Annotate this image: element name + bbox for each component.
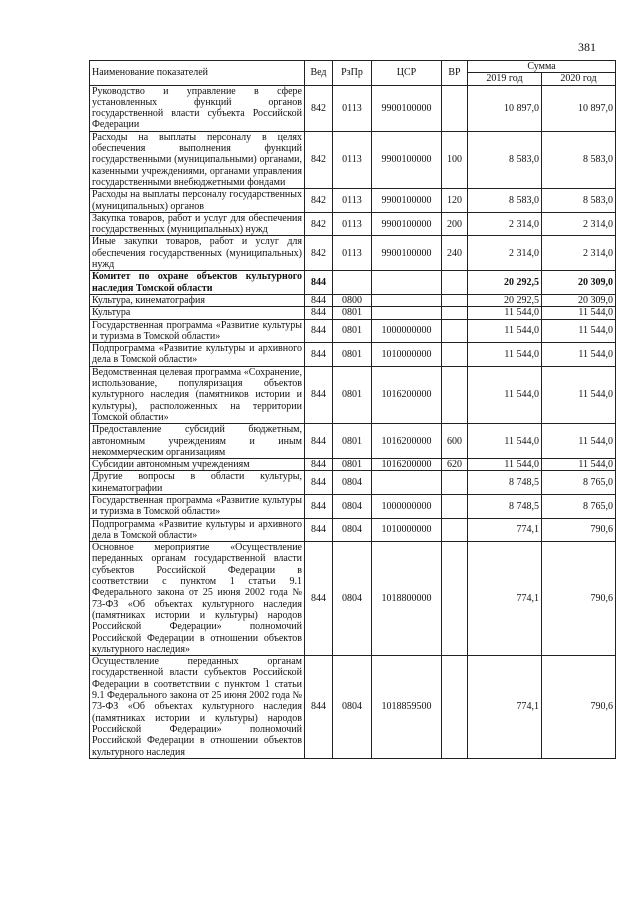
page-number: 381 — [578, 40, 596, 54]
cell-name: Другие вопросы в области культуры, кинематографии — [90, 471, 305, 495]
header-ved: Вед — [305, 61, 333, 86]
cell-ved: 844 — [305, 656, 333, 759]
cell-vr — [442, 294, 468, 306]
cell-y2020: 11 544,0 — [542, 343, 616, 367]
cell-vr — [442, 319, 468, 343]
cell-name: Руководство и управление в сфере установленных функций органов государственной власти субъекта Российской Федерации — [90, 85, 305, 131]
cell-y2020: 11 544,0 — [542, 319, 616, 343]
cell-rzpr: 0113 — [333, 212, 372, 236]
cell-y2020: 11 544,0 — [542, 366, 616, 423]
cell-ved: 844 — [305, 319, 333, 343]
header-csr: ЦСР — [372, 61, 442, 86]
cell-y2020: 11 544,0 — [542, 307, 616, 319]
cell-ved: 844 — [305, 343, 333, 367]
table-row — [90, 494, 616, 518]
cell-rzpr: 0113 — [333, 131, 372, 188]
cell-ved: 842 — [305, 131, 333, 188]
cell-rzpr: 0804 — [333, 494, 372, 518]
cell-name: Закупка товаров, работ и услуг для обеспечения государственных (муниципальных) нужд — [90, 212, 305, 236]
table-row — [90, 343, 616, 367]
cell-vr — [442, 656, 468, 759]
budget-table — [89, 60, 616, 759]
cell-vr — [442, 85, 468, 131]
cell-rzpr — [333, 271, 372, 295]
cell-csr: 1016200000 — [372, 424, 442, 459]
cell-rzpr: 0804 — [333, 471, 372, 495]
cell-csr: 9900100000 — [372, 212, 442, 236]
cell-y2020: 11 544,0 — [542, 424, 616, 459]
cell-name: Комитет по охране объектов культурного наследия Томской области — [90, 271, 305, 295]
table-row — [90, 307, 616, 319]
header-rzpr: РзПр — [333, 61, 372, 86]
cell-rzpr: 0113 — [333, 189, 372, 213]
cell-y2020: 790,6 — [542, 542, 616, 656]
cell-csr: 9900100000 — [372, 131, 442, 188]
cell-y2020: 2 314,0 — [542, 212, 616, 236]
cell-y2020: 790,6 — [542, 518, 616, 542]
table-row — [90, 131, 616, 188]
cell-y2020: 2 314,0 — [542, 236, 616, 271]
table-row — [90, 189, 616, 213]
cell-ved: 844 — [305, 424, 333, 459]
table-row — [90, 366, 616, 423]
cell-vr: 240 — [442, 236, 468, 271]
cell-csr: 9900100000 — [372, 85, 442, 131]
cell-y2020: 790,6 — [542, 656, 616, 759]
cell-name: Расходы на выплаты персоналу государственных (муниципальных) органов — [90, 189, 305, 213]
header-name: Наименование показателей — [90, 61, 305, 86]
cell-name: Предоставление субсидий бюджетным, автономным учреждениям и иным некоммерческим организациям — [90, 424, 305, 459]
table-row — [90, 656, 616, 759]
cell-vr: 200 — [442, 212, 468, 236]
cell-csr: 1016200000 — [372, 459, 442, 471]
cell-y2019: 11 544,0 — [468, 366, 542, 423]
cell-name: Государственная программа «Развитие культуры и туризма в Томской области» — [90, 494, 305, 518]
cell-vr — [442, 471, 468, 495]
header-2019: 2019 год — [468, 73, 542, 85]
cell-y2019: 11 544,0 — [468, 459, 542, 471]
cell-y2020: 20 309,0 — [542, 271, 616, 295]
cell-rzpr: 0113 — [333, 85, 372, 131]
cell-csr: 1010000000 — [372, 518, 442, 542]
cell-vr — [442, 343, 468, 367]
cell-rzpr: 0801 — [333, 459, 372, 471]
cell-vr — [442, 494, 468, 518]
cell-vr: 100 — [442, 131, 468, 188]
cell-ved: 842 — [305, 236, 333, 271]
cell-csr: 1000000000 — [372, 319, 442, 343]
cell-csr: 1000000000 — [372, 494, 442, 518]
cell-y2019: 2 314,0 — [468, 236, 542, 271]
cell-y2019: 11 544,0 — [468, 343, 542, 367]
header-vr: ВР — [442, 61, 468, 86]
cell-csr: 9900100000 — [372, 236, 442, 271]
cell-rzpr: 0800 — [333, 294, 372, 306]
cell-y2020: 8 583,0 — [542, 131, 616, 188]
cell-ved: 842 — [305, 189, 333, 213]
header-sum: Сумма — [468, 61, 616, 73]
cell-y2019: 2 314,0 — [468, 212, 542, 236]
cell-name: Расходы на выплаты персоналу в целях обеспечения выполнения функций государственными (муниципальными) органами, казенными учреждениями, органами управления государственными внебюджетными фондами — [90, 131, 305, 188]
cell-y2019: 8 583,0 — [468, 131, 542, 188]
table-row — [90, 542, 616, 656]
cell-csr — [372, 294, 442, 306]
table-row — [90, 459, 616, 471]
cell-y2020: 8 765,0 — [542, 494, 616, 518]
table-row — [90, 294, 616, 306]
cell-y2019: 20 292,5 — [468, 294, 542, 306]
cell-vr — [442, 518, 468, 542]
cell-rzpr: 0801 — [333, 307, 372, 319]
table-row — [90, 271, 616, 295]
cell-rzpr: 0804 — [333, 518, 372, 542]
cell-vr — [442, 542, 468, 656]
cell-csr: 1018859500 — [372, 656, 442, 759]
header-2020: 2020 год — [542, 73, 616, 85]
cell-ved: 844 — [305, 366, 333, 423]
cell-y2019: 11 544,0 — [468, 424, 542, 459]
cell-vr: 600 — [442, 424, 468, 459]
table-row — [90, 85, 616, 131]
cell-csr — [372, 471, 442, 495]
cell-csr: 1010000000 — [372, 343, 442, 367]
cell-ved: 842 — [305, 212, 333, 236]
cell-y2019: 8 748,5 — [468, 494, 542, 518]
cell-ved: 844 — [305, 459, 333, 471]
cell-ved: 844 — [305, 518, 333, 542]
table-row — [90, 424, 616, 459]
cell-rzpr: 0804 — [333, 542, 372, 656]
table-body — [90, 85, 616, 758]
cell-name: Осуществление переданных органам государственной власти субъектов Российской Федерации в соответствии с пунктом 1 статьи 9.1 Федерального закона от 25 июня 2002 года № 73-ФЗ «Об объектах культурного наследия (памятниках истории и культуры) народов Российской Федерации» полномочий Российской Федерации в отношении объектов культурного наследия — [90, 656, 305, 759]
cell-y2019: 774,1 — [468, 518, 542, 542]
cell-csr: 1018800000 — [372, 542, 442, 656]
cell-y2019: 8 583,0 — [468, 189, 542, 213]
cell-y2019: 8 748,5 — [468, 471, 542, 495]
cell-ved: 844 — [305, 542, 333, 656]
cell-name: Субсидии автономным учреждениям — [90, 459, 305, 471]
cell-y2019: 11 544,0 — [468, 307, 542, 319]
table-row — [90, 212, 616, 236]
cell-y2020: 11 544,0 — [542, 459, 616, 471]
cell-rzpr: 0113 — [333, 236, 372, 271]
cell-rzpr: 0801 — [333, 319, 372, 343]
cell-y2019: 20 292,5 — [468, 271, 542, 295]
table-row — [90, 236, 616, 271]
cell-y2020: 20 309,0 — [542, 294, 616, 306]
cell-ved: 844 — [305, 307, 333, 319]
cell-name: Подпрограмма «Развитие культуры и архивного дела в Томской области» — [90, 343, 305, 367]
cell-y2019: 11 544,0 — [468, 319, 542, 343]
cell-y2020: 10 897,0 — [542, 85, 616, 131]
cell-csr: 1016200000 — [372, 366, 442, 423]
cell-rzpr: 0801 — [333, 343, 372, 367]
cell-rzpr: 0801 — [333, 424, 372, 459]
cell-name: Подпрограмма «Развитие культуры и архивного дела в Томской области» — [90, 518, 305, 542]
cell-ved: 842 — [305, 85, 333, 131]
cell-vr — [442, 271, 468, 295]
table-header — [90, 61, 616, 86]
cell-name: Ведомственная целевая программа «Сохранение, использование, популяризация объектов культурного наследия (памятников истории и культуры), расположенных на территории Томской области» — [90, 366, 305, 423]
table-row — [90, 319, 616, 343]
cell-ved: 844 — [305, 294, 333, 306]
cell-vr: 620 — [442, 459, 468, 471]
cell-ved: 844 — [305, 494, 333, 518]
cell-vr: 120 — [442, 189, 468, 213]
cell-rzpr: 0801 — [333, 366, 372, 423]
cell-y2020: 8 765,0 — [542, 471, 616, 495]
cell-csr — [372, 271, 442, 295]
cell-name: Культура — [90, 307, 305, 319]
cell-vr — [442, 366, 468, 423]
cell-csr: 9900100000 — [372, 189, 442, 213]
cell-name: Основное мероприятие «Осуществление переданных органам государственной власти субъектов Российской Федерации в соответствии с пунктом 1 статьи 9.1 Федерального закона от 25 июня 2002 года № 73-ФЗ «Об объектах культурного наследия (памятниках истории и культуры) народов Российской Федерации» полномочий Российской Федерации в отношении объектов культурного наследия» — [90, 542, 305, 656]
table-row — [90, 471, 616, 495]
cell-y2019: 10 897,0 — [468, 85, 542, 131]
cell-y2020: 8 583,0 — [542, 189, 616, 213]
cell-y2019: 774,1 — [468, 656, 542, 759]
cell-name: Культура, кинематография — [90, 294, 305, 306]
cell-rzpr: 0804 — [333, 656, 372, 759]
cell-name: Иные закупки товаров, работ и услуг для обеспечения государственных (муниципальных) нужд — [90, 236, 305, 271]
cell-csr — [372, 307, 442, 319]
cell-y2019: 774,1 — [468, 542, 542, 656]
table-row — [90, 518, 616, 542]
cell-ved: 844 — [305, 471, 333, 495]
cell-name: Государственная программа «Развитие культуры и туризма в Томской области» — [90, 319, 305, 343]
cell-ved: 844 — [305, 271, 333, 295]
cell-vr — [442, 307, 468, 319]
